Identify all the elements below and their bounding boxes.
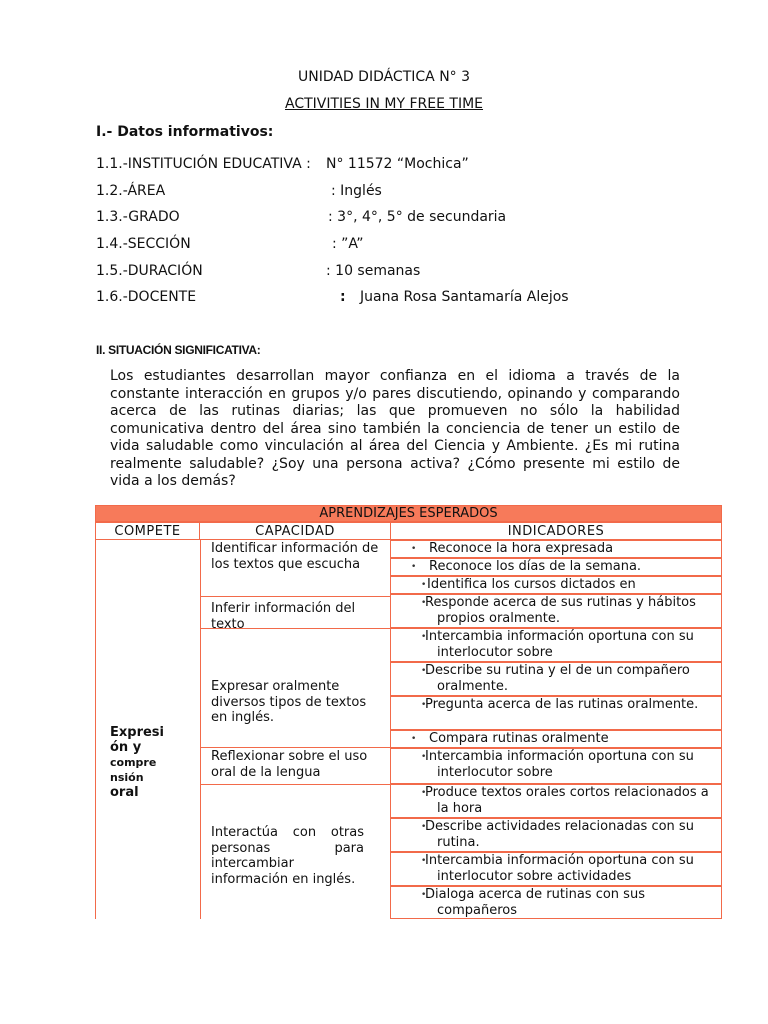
indicator-item: • Dialoga acerca de rutinas con sus compañeros [390,886,722,919]
info-label: 1.2.-ÁREA [96,183,166,199]
info-row-grado [96,209,736,229]
indicator-item: • Describe actividades relacionadas con su rutina. [390,818,722,852]
indicator-item: • Responde acerca de sus rutinas y hábitos propios oralmente. [390,594,722,628]
info-row-duracion [96,263,736,283]
info-label: 1.4.-SECCIÓN [96,236,191,252]
col-header-capacidad: CAPACIDAD [199,522,391,540]
indicator-item: • Reconoce la hora expresada [390,540,722,558]
indicator-item: • Intercambia información oportuna con su interlocutor sobre [390,748,722,784]
info-row-docente [96,289,736,309]
info-label: 1.3.-GRADO [96,209,180,225]
indicator-item: • Reconoce los días de la semana. [390,558,722,576]
learning-table [95,505,722,919]
indicator-item: • Intercambia información oportuna con su interlocutor sobre actividades [390,852,722,886]
col-header-compete: COMPETE [95,522,200,540]
capacity-cell: Expresar oralmente diversos tipos de textos en inglés. [200,629,390,747]
info-row-institucion [96,156,736,176]
indicator-item: • Describe su rutina y el de un compañero oralmente. [390,662,722,696]
indicator-item: • Intercambia información oportuna con su interlocutor sobre [390,628,722,662]
capacity-cell: Identificar información de los textos que escucha [200,540,390,596]
indicator-item: • Identifica los cursos dictados en [390,576,722,594]
info-value: : 10 semanas [326,263,421,279]
info-value: : Inglés [331,183,382,199]
table-title: APRENDIZAJES ESPERADOS [95,505,722,522]
capacity-cell: Reflexionar sobre el uso oral de la lengua [200,748,390,784]
indicator-item: • Pregunta acerca de las rutinas oralmente. [390,696,722,730]
col-header-indicadores: INDICADORES [390,522,722,540]
info-label: 1.1.-INSTITUCIÓN EDUCATIVA : [96,156,311,172]
info-value: N° 11572 “Mochica” [326,156,469,172]
info-row-area [96,183,736,203]
compete-label: Expresi ón y compre nsión oral [110,725,164,800]
info-value: : 3°, 4°, 5° de secundaria [328,209,507,225]
document-title: ACTIVITIES IN MY FREE TIME [284,96,484,112]
situacion-paragraph: Los estudiantes desarrollan mayor confianza en el idioma a través de la constante interacción en grupos y/o pares discutiendo, opinando y comparando acerca de las rutinas diarias; las que promueven no sólo la habilidad comunicativa dentro del área sino también la conciencia de tener un estilo de vida saludable como vinculación al área del Ciencia y Ambiente. ¿Es mi rutina realmente saludable? ¿Soy una persona activa? ¿Cómo presente mi estilo de vida a los demás? [110,368,680,489]
info-label: 1.5.-DURACIÓN [96,263,203,279]
info-value: : ”A” [332,236,364,252]
capacity-cell: Interactúa con otras personas para intercambiar información en inglés. [200,785,390,919]
info-row-seccion [96,236,736,256]
info-colon: : [340,289,346,305]
section-heading-situacion: II. SITUACIÓN SIGNIFICATIVA: [96,343,261,357]
section-heading-datos: I.- Datos informativos: [96,124,274,140]
indicator-item: • Produce textos orales cortos relacionados a la hora [390,784,722,818]
compete-cell [95,540,199,919]
info-value: Juana Rosa Santamaría Alejos [360,289,569,305]
capacity-cell: Inferir información del texto [200,597,390,628]
info-label: 1.6.-DOCENTE [96,289,197,305]
unit-title: UNIDAD DIDÁCTICA N° 3 [297,69,471,85]
indicator-item: • Compara rutinas oralmente [390,730,722,748]
